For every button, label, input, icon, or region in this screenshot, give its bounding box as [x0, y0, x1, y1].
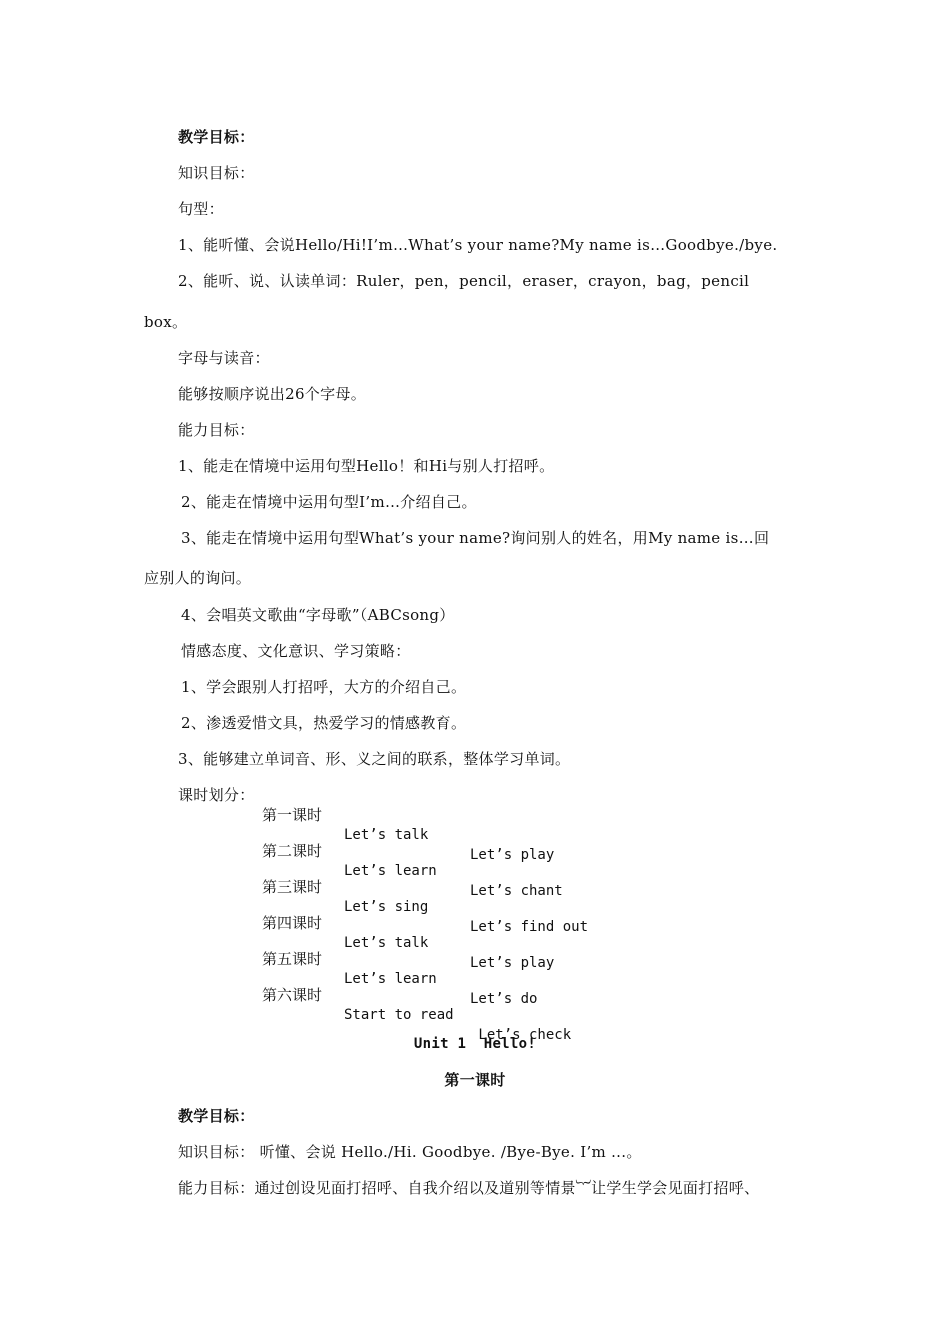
unit-title: Unit 1 Hello! — [413, 1036, 537, 1052]
schedule-lesson: 第五课时 — [262, 950, 323, 968]
schedule-activity-b: Let’s play — [470, 955, 555, 971]
schedule-activity-a: Let’s sing — [344, 899, 429, 915]
lesson-title: 第一课时 — [444, 1071, 506, 1089]
vocabulary-item-2-continued: box。 — [144, 313, 188, 331]
ability-item-1: 1、能走在情境中运用句型Hello！和Hi与别人打招呼。 — [178, 457, 555, 475]
emotion-item-1: 1、学会跟别人打招呼，大方的介绍自己。 — [181, 678, 467, 696]
schedule-activity-b: Let’s check — [470, 1027, 572, 1043]
schedule-activity-b: Let’s find out — [470, 919, 589, 935]
letters-label: 字母与读音： — [178, 349, 270, 367]
schedule-lesson: 第三课时 — [262, 878, 323, 896]
sentence-patterns-label: 句型： — [178, 200, 224, 218]
emotion-goals-label: 情感态度、文化意识、学习策略： — [181, 642, 411, 660]
lesson-knowledge-goals: 知识目标： 听懂、会说 Hello./Hi. Goodbye. /Bye-Bye. I’m ...。 — [178, 1143, 642, 1161]
emotion-item-2: 2、渗透爱惜文具，热爱学习的情感教育。 — [181, 714, 467, 732]
schedule-activity-b: Let’s do — [470, 991, 538, 1007]
emotion-item-3: 3、能够建立单词音、形、义之间的联系，整体学习单词。 — [178, 750, 571, 768]
teaching-goals-heading: 教学目标： — [178, 128, 255, 146]
schedule-lesson: 第二课时 — [262, 842, 323, 860]
schedule-activity-a: Let’s learn — [344, 863, 437, 879]
schedule-lesson: 第四课时 — [262, 914, 323, 932]
sentence-item-1: 1、能听懂、会说Hello/Hi!I’m…What’s your name?My name is…Goodbye./bye. — [178, 236, 778, 254]
schedule-lesson: 第六课时 — [262, 986, 323, 1004]
schedule-lesson: 第一课时 — [262, 806, 323, 824]
lesson-ability-goals: 能力目标：通过创设见面打招呼、自我介绍以及道别等情景︸让学生学会见面打招呼、 — [178, 1179, 760, 1197]
schedule-label: 课时划分： — [178, 786, 255, 804]
ability-item-2: 2、能走在情境中运用句型I’m…介绍自己。 — [181, 493, 477, 511]
knowledge-goals-label: 知识目标： — [178, 164, 255, 182]
schedule-activity-b: Let’s play — [470, 847, 555, 863]
ability-item-3: 3、能走在情境中运用句型What’s your name?询问别人的姓名，用My name is…回 — [181, 529, 770, 547]
ability-goals-label: 能力目标： — [178, 421, 255, 439]
schedule-activity-b: Let’s chant — [470, 883, 563, 899]
lesson-goals-heading: 教学目标： — [178, 1107, 255, 1125]
schedule-activity-a: Let’s learn — [344, 971, 437, 987]
letters-text: 能够按顺序说出26个字母。 — [178, 385, 366, 403]
schedule-activity-a: Start to read — [344, 1007, 454, 1023]
ability-item-4: 4、会唱英文歌曲“字母歌”（ABCsong） — [181, 606, 455, 624]
schedule-activity-a: Let’s talk — [344, 935, 429, 951]
ability-item-3-continued: 应别人的询问。 — [144, 569, 252, 587]
schedule-activity-a: Let’s talk — [344, 827, 429, 843]
vocabulary-item-2: 2、能听、说、认读单词：Ruler，pen，pencil，eraser，crayon，bag，pencil — [178, 272, 750, 290]
